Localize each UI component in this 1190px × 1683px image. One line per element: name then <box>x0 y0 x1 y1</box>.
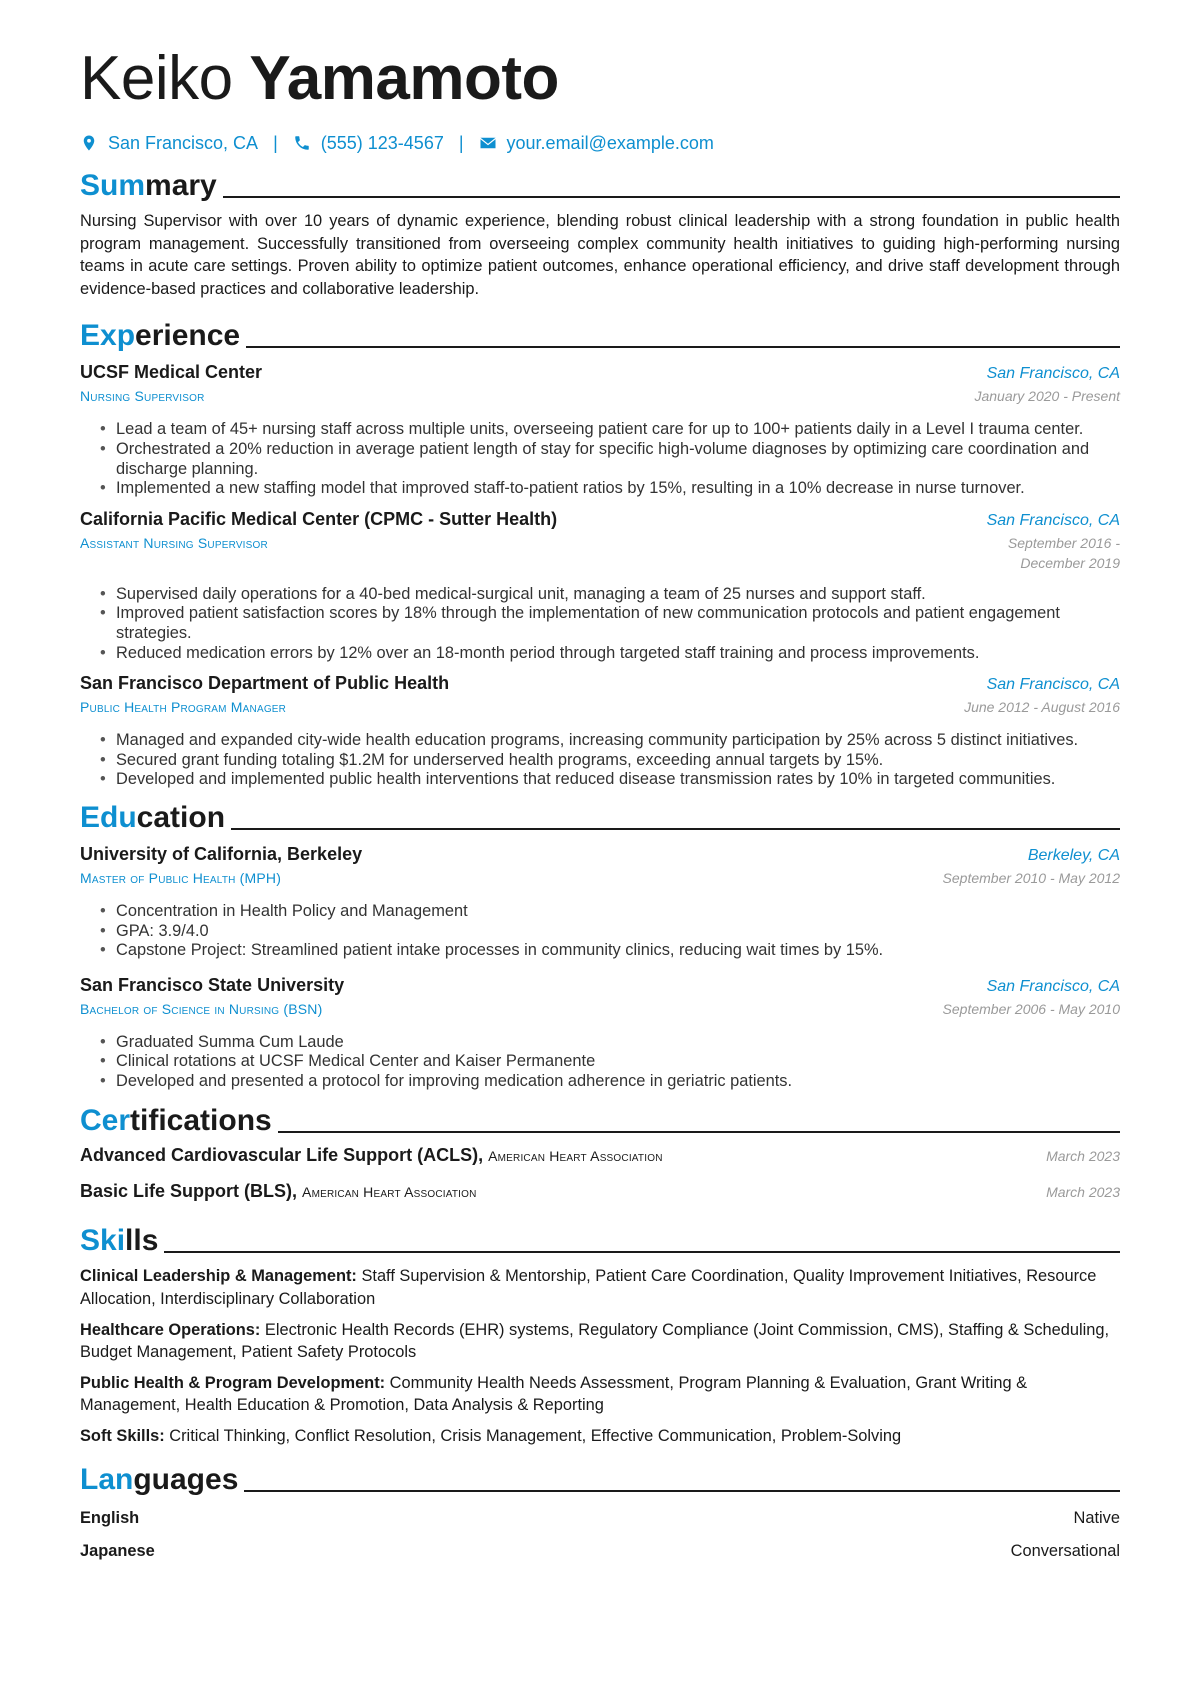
skill-group-items: Electronic Health Records (EHR) systems, Regulatory Compliance (Joint Commission, CMS), Staffing & Scheduling, Budget Management, Patient Safety Protocols <box>80 1320 1110 1362</box>
certifications-heading-accent: Cer <box>80 1104 131 1138</box>
certification-date: March 2023 <box>1046 1184 1120 1201</box>
skill-group <box>80 1372 1120 1417</box>
bullet-item: • Supervised daily operations for a 40-bed medical-surgical unit, managing a team of 25 nurses and support staff. <box>116 585 1120 605</box>
skills-heading <box>80 1219 1120 1259</box>
certification-issuer: American Heart Association <box>488 1148 663 1165</box>
certification-title: Basic Life Support (BLS) <box>80 1181 293 1202</box>
bullet-item: • Lead a team of 45+ nursing staff across multiple units, overseeing patient care for up to 100+ patients daily in a Level I trauma center. <box>116 420 1120 440</box>
certification-date: March 2023 <box>1046 1148 1120 1165</box>
experience-heading-accent: Exp <box>80 319 136 353</box>
skill-group-items: Community Health Needs Assessment, Program Planning & Evaluation, Grant Writing & Management, Health Education & Promotion, Data Analysis & Reporting <box>80 1373 1028 1415</box>
experience-entry <box>80 507 1120 663</box>
bullet-item: • Reduced medication errors by 12% over an 18-month period through targeted staff training and process improvements. <box>116 644 1120 664</box>
job-bullets <box>80 585 1120 663</box>
skills-heading-accent: Ski <box>80 1224 126 1258</box>
skill-group <box>80 1265 1120 1310</box>
skill-group-items: Staff Supervision & Mentorship, Patient Care Coordination, Quality Improvement Initiatives, Resource Allocation, Interdisciplinary Collaboration <box>80 1267 1097 1309</box>
job-bullets <box>80 731 1120 790</box>
school-name: San Francisco State University <box>80 974 345 995</box>
skill-group-label: Public Health & Program Development: <box>80 1373 386 1392</box>
bullet-item: • Capstone Project: Streamlined patient intake processes in community clinics, reducing wait times by 15%. <box>116 941 1120 961</box>
job-location: San Francisco, CA <box>986 365 1120 383</box>
school-name: University of California, Berkeley <box>80 843 363 864</box>
bullet-item: • Managed and expanded city-wide health education programs, increasing community participation by 25% across 5 distinct initiatives. <box>116 731 1120 751</box>
education-bullets <box>80 1033 1120 1092</box>
education-heading <box>80 796 1120 836</box>
candidate-name <box>80 38 1120 120</box>
skill-group-label: Soft Skills: <box>80 1427 165 1446</box>
bullet-item: • Improved patient satisfaction scores by 18% through the implementation of new communication protocols and patient engagement strategies. <box>116 604 1120 643</box>
certification-item: Advanced Cardiovascular Life Support (ACLS), American Heart Association March 2023 <box>80 1145 1120 1166</box>
job-dates: September 2016 - December 2019 <box>1007 534 1120 571</box>
section-rule <box>278 1131 1120 1133</box>
contact-line <box>80 130 1120 156</box>
languages-heading <box>80 1458 1120 1498</box>
job-dates: January 2020 - Present <box>974 388 1120 405</box>
email-link[interactable]: your.email@example.com <box>506 132 714 153</box>
section-rule <box>223 196 1120 198</box>
experience-heading <box>80 314 1120 354</box>
bullet-item: • Developed and implemented public health interventions that reduced disease transmission rates by 10% in targeted communities. <box>116 770 1120 790</box>
certification-issuer: American Heart Association <box>302 1184 477 1201</box>
summary-heading <box>80 164 1120 204</box>
phone-icon <box>293 134 311 152</box>
bullet-item: • Clinical rotations at UCSF Medical Center and Kaiser Permanente <box>116 1052 1120 1072</box>
section-rule <box>246 346 1120 348</box>
certifications-heading <box>80 1099 1120 1139</box>
language-name: English <box>80 1508 140 1527</box>
summary-text: Nursing Supervisor with over 10 years of dynamic experience, blending robust clinical leadership with a strong foundation in public health program management. Successfully transitioned from overseeing complex community health initiatives to guiding high-performing nursing teams in acute care settings. Proven ability to optimize patient outcomes, enhance operational efficiency, and drive staff development through evidence-based practices and collaborative leadership. <box>80 212 1120 298</box>
skill-group-label: Healthcare Operations: <box>80 1320 261 1339</box>
school-location: Berkeley, CA <box>1027 846 1120 864</box>
contact-separator: | <box>458 132 464 153</box>
language-name: Japanese <box>80 1541 155 1560</box>
employer-name: San Francisco Department of Public Health <box>80 673 450 694</box>
experience-entry <box>80 360 1120 498</box>
education-heading-accent: Edu <box>80 800 137 834</box>
language-row <box>80 1535 1120 1568</box>
bullet-item: • Secured grant funding totaling $1.2M for underserved health programs, exceeding annual targets by 15%. <box>116 751 1120 771</box>
job-title: Assistant Nursing Supervisor <box>80 534 268 551</box>
bullet-item: • Orchestrated a 20% reduction in average patient length of stay for specific high-volume diagnoses by optimizing care coordination and discharge planning. <box>116 440 1120 479</box>
job-location: San Francisco, CA <box>986 511 1120 529</box>
first-name: Keiko <box>80 44 233 113</box>
certifications-heading-rest: tifications <box>130 1104 272 1138</box>
bullet-item: • GPA: 3.9/4.0 <box>116 922 1120 942</box>
resume-page <box>80 38 1120 1568</box>
contact-separator: | <box>273 132 278 153</box>
employer-name: California Pacific Medical Center (CPMC - Sutter Health) <box>80 508 558 529</box>
education-bullets <box>80 902 1120 961</box>
summary-heading-accent: Sum <box>80 169 146 202</box>
employer-name: UCSF Medical Center <box>80 362 263 383</box>
degree-title: Bachelor of Science in Nursing (BSN) <box>80 1000 323 1017</box>
section-rule <box>244 1490 1120 1492</box>
bullet-item: • Concentration in Health Policy and Management <box>116 902 1120 922</box>
job-location: San Francisco, CA <box>986 676 1120 694</box>
languages-heading-accent: Lan <box>80 1462 134 1496</box>
last-name: Yamamoto <box>249 44 559 113</box>
summary-heading-rest: mary <box>145 169 217 202</box>
experience-heading-rest: erience <box>135 319 241 353</box>
envelope-icon <box>479 134 497 152</box>
skill-group <box>80 1319 1120 1364</box>
education-heading-rest: cation <box>136 800 226 834</box>
languages-heading-rest: guages <box>133 1462 239 1496</box>
education-entry <box>80 973 1120 1092</box>
certification-title: Advanced Cardiovascular Life Support (ACLS) <box>80 1145 479 1166</box>
school-dates: September 2010 - May 2012 <box>942 869 1120 886</box>
job-title: Nursing Supervisor <box>80 388 205 405</box>
language-level: Native <box>1073 1508 1120 1527</box>
section-rule <box>231 828 1120 830</box>
language-level: Conversational <box>1010 1541 1120 1560</box>
skill-group <box>80 1425 1120 1448</box>
map-pin-icon <box>80 134 98 152</box>
location-text: San Francisco, CA <box>108 132 259 153</box>
bullet-item: • Implemented a new staffing model that improved staff-to-patient ratios by 15%, resulting in a 10% decrease in nurse turnover. <box>116 479 1120 499</box>
language-row <box>80 1502 1120 1535</box>
bullet-item: • Developed and presented a protocol for improving medication adherence in geriatric patients. <box>116 1072 1120 1092</box>
certification-item: Basic Life Support (BLS), American Heart Association March 2023 <box>80 1181 1120 1202</box>
experience-entry <box>80 671 1120 790</box>
school-dates: September 2006 - May 2010 <box>942 1000 1120 1017</box>
skills-heading-rest: lls <box>125 1224 159 1258</box>
education-entry <box>80 842 1120 961</box>
section-rule <box>164 1251 1120 1253</box>
job-title: Public Health Program Manager <box>80 699 287 716</box>
skill-group-label: Clinical Leadership & Management: <box>80 1267 357 1286</box>
bullet-item: • Graduated Summa Cum Laude <box>116 1033 1120 1053</box>
phone-link[interactable]: (555) 123-4567 <box>320 132 444 153</box>
job-dates: June 2012 - August 2016 <box>964 699 1120 716</box>
school-location: San Francisco, CA <box>986 977 1120 995</box>
skill-group-items: Critical Thinking, Conflict Resolution, Crisis Management, Effective Communication, Problem-Solving <box>169 1427 902 1446</box>
degree-title: Master of Public Health (MPH) <box>80 869 282 886</box>
job-bullets <box>80 420 1120 498</box>
